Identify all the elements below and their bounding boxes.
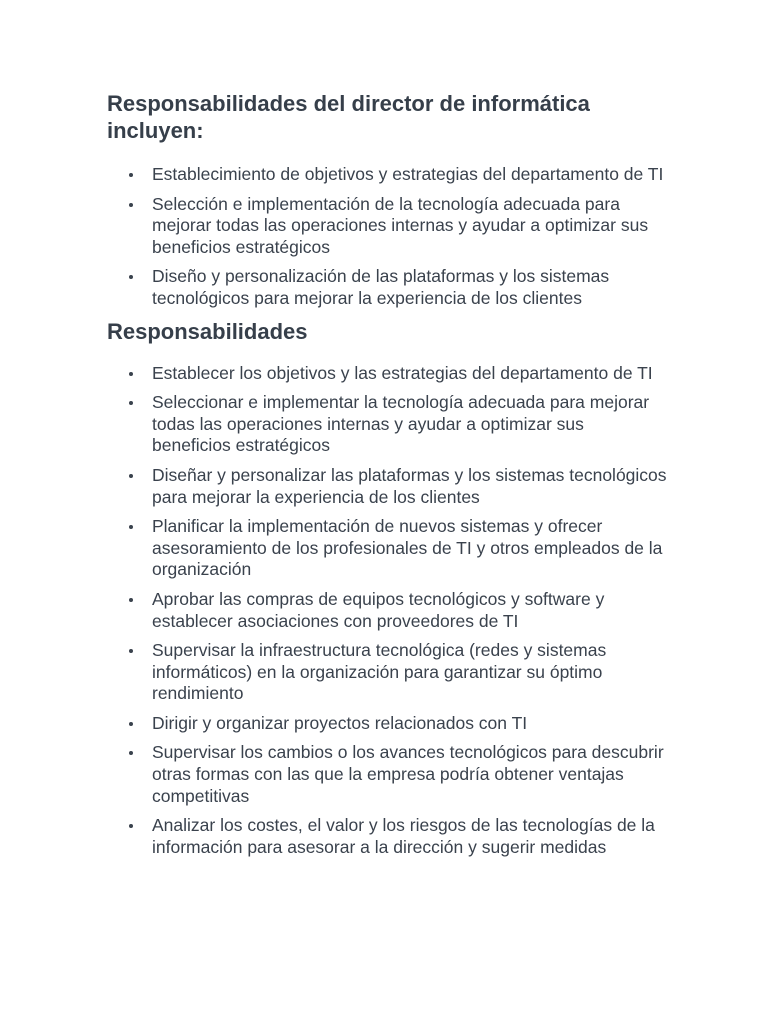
bullet-icon: [129, 474, 133, 478]
list-item-text: Selección e implementación de la tecnología adecuada para mejorar todas las operaciones internas y ayudar a optimizar sus beneficios estratégicos: [152, 193, 649, 257]
bullet-icon: [129, 649, 133, 653]
bullet-icon: [129, 525, 133, 529]
list-item: [107, 164, 667, 186]
list-item: [107, 815, 667, 858]
section-heading-responsibilities: Responsabilidades: [107, 318, 308, 344]
list-item-text: Dirigir y organizar proyectos relacionados con TI: [152, 712, 528, 733]
list-item-text: Supervisar los cambios o los avances tecnológicos para descubrir otras formas con las que la empresa podría obtener ventajas competitivas: [152, 742, 664, 806]
list-item: [107, 516, 667, 581]
bullet-icon: [129, 824, 133, 828]
bullet-icon: [129, 722, 133, 726]
list-item-text: Diseñar y personalizar las plataformas y los sistemas tecnológicos para mejorar la experiencia de los clientes: [152, 464, 667, 507]
bullet-icon: [129, 598, 133, 602]
list-item: [107, 194, 667, 259]
list-item-text: Aprobar las compras de equipos tecnológicos y software y establecer asociaciones con proveedores de TI: [152, 588, 605, 631]
list-item-text: Seleccionar e implementar la tecnología adecuada para mejorar todas las operaciones internas y ayudar a optimizar sus beneficios estratégicos: [152, 392, 650, 456]
bullet-icon: [129, 401, 133, 405]
list-item-text: Supervisar la infraestructura tecnológica (redes y sistemas informáticos) en la organización para garantizar su óptimo rendimiento: [152, 640, 607, 704]
list-item: [107, 266, 667, 309]
responsibilities-list: [107, 363, 667, 859]
director-responsibilities-list: [107, 164, 667, 310]
list-item-text: Planificar la implementación de nuevos sistemas y ofrecer asesoramiento de los profesionales de TI y otros empleados de la organización: [152, 516, 663, 580]
list-item: [107, 640, 667, 705]
list-item: [107, 589, 667, 632]
list-item: [107, 392, 667, 457]
list-item: [107, 465, 667, 508]
document-page: [107, 90, 667, 866]
list-item-text: Analizar los costes, el valor y los riesgos de las tecnologías de la información para asesorar a la dirección y sugerir medidas: [152, 815, 655, 857]
list-item-text: Establecimiento de objetivos y estrategias del departamento de TI: [152, 164, 664, 184]
bullet-icon: [129, 751, 133, 755]
bullet-icon: [129, 173, 133, 177]
list-item-text: Diseño y personalización de las plataformas y los sistemas tecnológicos para mejorar la experiencia de los clientes: [152, 266, 610, 308]
list-item: [107, 363, 667, 385]
section-heading-director-responsibilities: Responsabilidades del director de informática incluyen:: [107, 91, 590, 143]
bullet-icon: [129, 203, 133, 207]
list-item-text: Establecer los objetivos y las estrategias del departamento de TI: [152, 362, 653, 383]
bullet-icon: [129, 275, 133, 279]
list-item: [107, 713, 667, 735]
bullet-icon: [129, 372, 133, 376]
list-item: [107, 742, 667, 807]
